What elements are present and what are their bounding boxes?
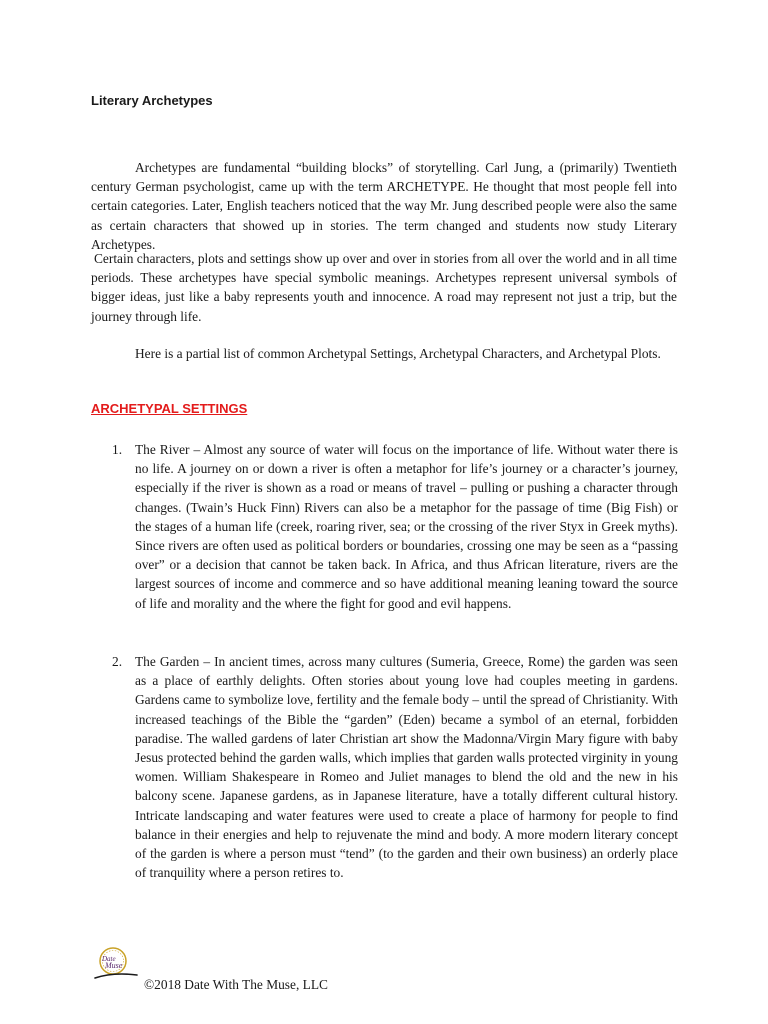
copyright-footer: ©2018 Date With The Muse, LLC (144, 977, 328, 992)
muse-logo (93, 945, 141, 985)
svg-text:Muse: Muse (105, 961, 123, 970)
svg-text:Date: Date (102, 955, 116, 963)
list-item-number: 2. (112, 654, 123, 669)
list-item-text: The River – Almost any source of water will focus on the importance of life. Without water there is no life. A journey on or down a river is often a metaphor for life’s journey or a character’s journey, especially if the river is shown as a road or means of travel – pulling or pushing a character through changes. (Twain’s Huck Finn) Rivers can also be a metaphor for the passage of time (Big Fish) or the stages of a human life (creek, roaring river, sea; or the crossing of the river Styx in Greek myths). Since rivers are often used as political borders or boundaries, crossing one may be seen as a “passing over” or a decision that cannot be taken back. In Africa, and thus African literature, rivers are the largest sources of income and commerce and so have additional meaning leaning toward the source of life and morality and the where the fight for good and evil happens. (135, 442, 678, 611)
intro-paragraph: Archetypes are fundamental “building blocks” of storytelling. Carl Jung, a (primarily) Twentieth century German psychologist, came up with the term ARCHETYPE. He thought that most people fell into certain categories. Later, English teachers noticed that the way Mr. Jung described people were also the same as certain characters that showed up in stories. The term changed and students now study Literary Archetypes. (91, 160, 677, 252)
section-heading-archetypal-settings: ARCHETYPAL SETTINGS (91, 401, 248, 416)
archetype-meaning-paragraph: Certain characters, plots and settings show up over and over in stories from all over the world and in all time periods. These archetypes have special symbolic meanings. Archetypes represent universal symbols of bigger ideas, just like a baby represents youth and innocence. A road may represent not just a trip, but the journey through life. (91, 251, 677, 324)
document-title: Literary Archetypes (91, 93, 213, 108)
list-item-text: The Garden – In ancient times, across many cultures (Sumeria, Greece, Rome) the garden was seen as a place of earthly delights. Often stories about young love had couples meeting in gardens. Gardens came to symbolize love, fertility and the female body – until the spread of Christianity. With increased teachings of the Bible the “garden” (Eden) became a symbol of an eternal, forbidden paradise. The walled gardens of later Christian art show the Madonna/Virgin Mary figure with baby Jesus protected behind the garden walls, which implies that garden walls protected virginity in young women. William Shakespeare in Romeo and Juliet manages to blend the old and the new in his balcony scene. Japanese gardens, as in Japanese literature, have a totally different cultural history. Intricate landscaping and water features were used to create a place of harmony for people to find balance in their energies and help to rejuvenate the mind and body. A more modern literary concept of the garden is where a person must “tend” (to the garden and their own business) an orderly place of tranquility where a person retires to. (135, 654, 678, 881)
list-intro-paragraph: Here is a partial list of common Archetypal Settings, Archetypal Characters, and Archetypal Plots. (135, 346, 661, 361)
list-item-river (112, 440, 678, 613)
muse-logo-icon (93, 945, 141, 985)
list-item-garden (112, 652, 678, 882)
list-item-number: 1. (112, 442, 123, 457)
